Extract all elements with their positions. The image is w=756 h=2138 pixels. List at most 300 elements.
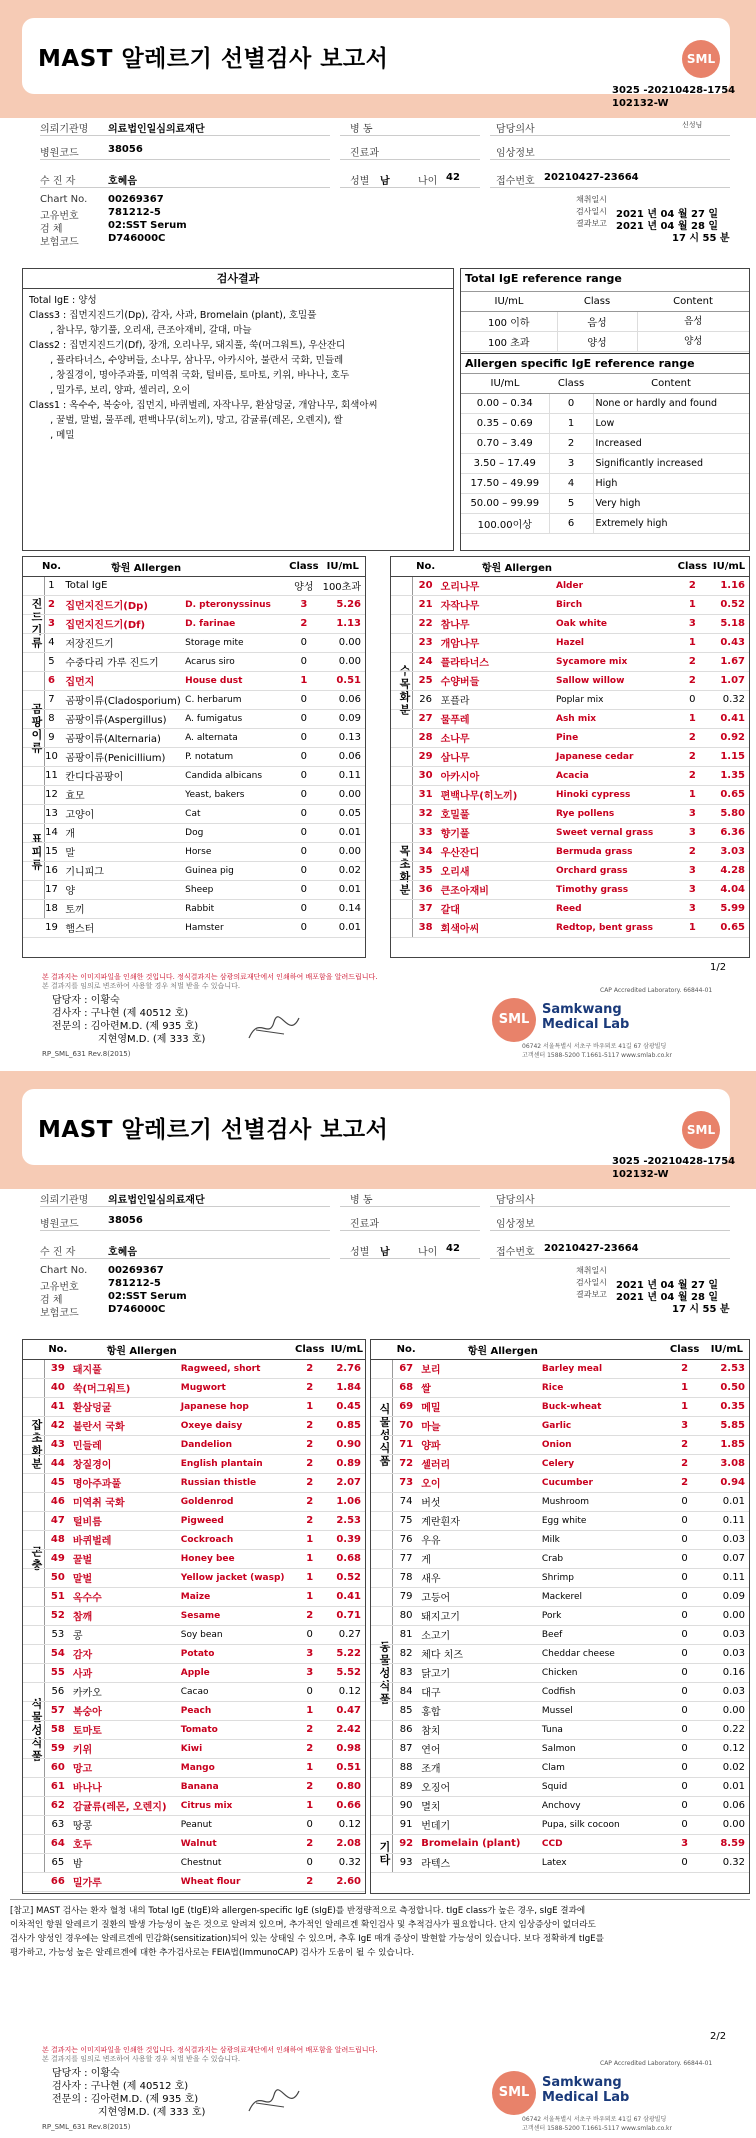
category-spacer — [371, 1720, 393, 1739]
allergen-row — [23, 1625, 365, 1644]
category-spacer — [23, 1796, 45, 1815]
form-number: RP_SML_631 Rev.8(2015) — [42, 1050, 131, 1058]
summary-line: Class1 : 옥수수, 복숭아, 집먼지, 바퀴벌레, 자작나무, 환삼덩굴, 개암나무, 회색아씨 — [29, 400, 378, 411]
report-time: 17 시 55 분 — [672, 233, 730, 244]
ref-cell: 0.00 – 0.34 — [461, 394, 549, 414]
allergen-kr: 소나무 — [439, 728, 554, 747]
s3-value: 김아련M.D. (제 935 호) — [90, 1021, 199, 1032]
allergen-kr: 오징어 — [419, 1777, 540, 1796]
sml-logo-icon-2: SML — [682, 1111, 720, 1149]
allergen-en: A. fumigatus — [183, 709, 287, 728]
category-spacer — [23, 1701, 45, 1720]
allergen-no: 86 — [393, 1720, 419, 1739]
category-spacer — [371, 1815, 393, 1834]
ref-cell: 100 이하 — [461, 312, 557, 332]
allergen-iu: 1.06 — [329, 1492, 365, 1511]
collect-label: 채취일시 — [576, 1266, 607, 1275]
allergen-en: Acarus siro — [183, 652, 287, 671]
sex-label: 성별 — [350, 176, 370, 187]
allergen-col-header: 항원 Allergen — [439, 557, 554, 576]
allergen-kr: 털비름 — [71, 1511, 179, 1530]
category-spacer — [23, 633, 40, 652]
ref-total-title: Total IgE reference range — [465, 272, 622, 285]
category-spacer — [371, 1663, 393, 1682]
ref-header-row — [461, 374, 749, 394]
allergen-kr: 망고 — [71, 1758, 179, 1777]
allergen-iu: 8.59 — [705, 1834, 749, 1853]
allergen-no: 22 — [413, 614, 439, 633]
allergen-row — [23, 709, 365, 728]
allergen-iu: 0.00 — [321, 652, 365, 671]
form-number: RP_SML_631 Rev.8(2015) — [42, 2123, 131, 2131]
category-spacer — [23, 690, 40, 709]
category-spacer — [23, 1473, 45, 1492]
allergen-iu: 0.52 — [709, 595, 749, 614]
category-spacer — [23, 728, 40, 747]
allergen-no: 60 — [45, 1758, 71, 1777]
footer-2 — [0, 2043, 756, 2133]
allergen-no: 47 — [45, 1511, 71, 1530]
allergen-iu: 5.22 — [329, 1644, 365, 1663]
allergen-iu: 0.65 — [709, 918, 749, 937]
allergen-kr: 카카오 — [71, 1682, 179, 1701]
allergen-cls: 2 — [291, 1777, 329, 1796]
allergen-row — [391, 576, 749, 595]
allergen-iu: 0.66 — [329, 1796, 365, 1815]
category-spacer — [371, 1530, 393, 1549]
allergen-col-header: 항원 Allergen — [419, 1340, 540, 1359]
allergen-cls: 0 — [665, 1587, 705, 1606]
ref-cell: 2 — [549, 434, 593, 454]
allergen-row — [391, 709, 749, 728]
allergen-cls: 0 — [287, 728, 320, 747]
signature-icon — [244, 2083, 304, 2119]
allergen-kr: 양 — [63, 880, 183, 899]
category-spacer — [391, 785, 413, 804]
report-page-1 — [0, 0, 756, 1067]
allergen-en: D. pteronyssinus — [183, 595, 287, 614]
allergen-en: Cucumber — [540, 1473, 665, 1492]
report-date: 2021 년 04 월 28 일 — [616, 221, 719, 232]
allergen-en: Russian thistle — [179, 1473, 291, 1492]
allergen-en: Walnut — [179, 1834, 291, 1853]
s4-value: 지현영M.D. (제 333 호) — [98, 1034, 206, 1045]
allergen-cls: 0 — [287, 747, 320, 766]
allergen-iu: 4.04 — [709, 880, 749, 899]
allergen-kr: 명아주과풀 — [71, 1473, 179, 1492]
allergen-cls: 3 — [291, 1663, 329, 1682]
patient-label: 수 진 자 — [40, 176, 76, 187]
clinical-label: 임상정보 — [496, 1219, 535, 1230]
allergen-cls: 0 — [665, 1739, 705, 1758]
ref-cell: 6 — [549, 514, 593, 534]
allergen-iu: 0.47 — [329, 1701, 365, 1720]
allergen-kr: 닭고기 — [419, 1663, 540, 1682]
allergen-cls: 0 — [665, 1644, 705, 1663]
allergen-row — [23, 747, 365, 766]
allergen-en: Horse — [183, 842, 287, 861]
allergen-row — [23, 1606, 365, 1625]
allergen-no: 46 — [45, 1492, 71, 1511]
allergen-kr: 게 — [419, 1549, 540, 1568]
allergen-kr: 효모 — [63, 785, 183, 804]
allergen-cls: 0 — [287, 823, 320, 842]
allergen-iu: 0.06 — [321, 690, 365, 709]
allergen-kr: 셀러리 — [419, 1454, 540, 1473]
allergen-row — [23, 1530, 365, 1549]
allergen-iu: 0.32 — [329, 1853, 365, 1872]
allergen-en: Hinoki cypress — [554, 785, 676, 804]
allergen-cls: 2 — [291, 1511, 329, 1530]
allergen-en: Sallow willow — [554, 671, 676, 690]
allergen-kr: 땅콩 — [71, 1815, 179, 1834]
allergen-no: 1 — [40, 576, 64, 595]
allergen-row — [371, 1587, 749, 1606]
allergen-kr: 불란서 국화 — [71, 1416, 179, 1435]
allergen-no: 52 — [45, 1606, 71, 1625]
category-spacer — [391, 899, 413, 918]
org-label: 의뢰기관명 — [40, 1195, 89, 1206]
allergen-iu: 3.03 — [709, 842, 749, 861]
allergen-kr: 새우 — [419, 1568, 540, 1587]
allergen-iu: 3.08 — [705, 1454, 749, 1473]
allergen-en: Cat — [183, 804, 287, 823]
hosp-code-label: 병원코드 — [40, 1219, 79, 1230]
allergen-en: Pork — [540, 1606, 665, 1625]
test-date: 2021 년 04 월 27 일 — [616, 1280, 719, 1291]
category-spacer — [391, 918, 413, 937]
allergen-cls: 1 — [676, 785, 709, 804]
s1-value: 이황숙 — [90, 2068, 120, 2079]
allergen-cls: 3 — [665, 1416, 705, 1435]
patient-value: 호혜음 — [108, 176, 137, 187]
allergen-cls: 0 — [287, 766, 320, 785]
allergen-iu: 1.84 — [329, 1378, 365, 1397]
allergen-en: Beef — [540, 1625, 665, 1644]
ref-cell: 5 — [549, 494, 593, 514]
allergen-row — [371, 1777, 749, 1796]
allergen-row — [23, 785, 365, 804]
allergen-en: Birch — [554, 595, 676, 614]
summary-line: Class3 : 집먼지진드기(Dp), 감자, 사과, Bromelain (plant), 호밀풀 — [29, 310, 317, 321]
allergen-cls: 2 — [665, 1473, 705, 1492]
allergen-iu: 1.67 — [709, 652, 749, 671]
doc-number-2-line1: 3025 -20210428-1754 — [612, 1156, 736, 1167]
hosp-code-value: 38056 — [108, 144, 143, 155]
allergen-en: Guinea pig — [183, 861, 287, 880]
allergen-iu: 0.12 — [705, 1739, 749, 1758]
allergen-row — [391, 861, 749, 880]
allergen-no: 25 — [413, 671, 439, 690]
allergen-no: 17 — [40, 880, 64, 899]
allergen-kr: Total IgE — [63, 576, 183, 595]
allergen-iu: 0.11 — [705, 1511, 749, 1530]
allergen-iu: 0.01 — [321, 918, 365, 937]
receipt-value: 20210427-23664 — [544, 1243, 639, 1254]
allergen-col-header: Class — [665, 1340, 705, 1359]
chart-value: 00269367 — [108, 194, 164, 205]
allergen-row — [23, 1454, 365, 1473]
allergen-iu: 0.90 — [329, 1435, 365, 1454]
specimen-label: 검 체 — [40, 1295, 63, 1306]
allergen-no: 32 — [413, 804, 439, 823]
category-spacer — [391, 842, 413, 861]
allergen-row — [391, 728, 749, 747]
category-spacer — [371, 1777, 393, 1796]
allergen-iu: 0.00 — [705, 1606, 749, 1625]
allergen-kr: 갈대 — [439, 899, 554, 918]
allergen-cls: 0 — [665, 1701, 705, 1720]
allergen-en: Mango — [179, 1758, 291, 1777]
allergen-row — [391, 785, 749, 804]
allergen-cls: 0 — [665, 1777, 705, 1796]
p1-right-table — [391, 557, 749, 938]
category-spacer — [391, 747, 413, 766]
allergen-no: 53 — [45, 1625, 71, 1644]
allergen-en: Alder — [554, 576, 676, 595]
allergen-kr: 햄스터 — [63, 918, 183, 937]
allergen-cls: 2 — [291, 1492, 329, 1511]
allergen-cls: 0 — [665, 1758, 705, 1777]
address-2: 고객센터 1588-5200 T.1661-5117 www.smlab.co.kr — [522, 1052, 672, 1059]
allergen-en: Latex — [540, 1853, 665, 1872]
ref-col-header: IU/mL — [461, 374, 549, 394]
category-spacer — [371, 1644, 393, 1663]
category-spacer — [23, 1663, 45, 1682]
allergen-no: 87 — [393, 1739, 419, 1758]
allergen-row — [23, 899, 365, 918]
allergen-en: House dust — [183, 671, 287, 690]
note-line-2: 이차적인 항원 알레르기 질환의 발생 가능성이 높은 것으로 알려져 있으며, 추가적인 알레르겐 확인검사 및 추적검사가 필요합니다. 단지 임상증상이 없더라도 — [10, 1920, 596, 1930]
allergen-header-row — [371, 1340, 749, 1359]
allergen-en: Timothy grass — [554, 880, 676, 899]
allergen-row — [391, 918, 749, 937]
allergen-iu: 100초과 — [321, 576, 365, 595]
allergen-kr: 개암나무 — [439, 633, 554, 652]
category-spacer — [371, 1511, 393, 1530]
sex-value: 남 — [380, 1247, 390, 1258]
allergen-iu: 0.11 — [321, 766, 365, 785]
allergen-no: 14 — [40, 823, 64, 842]
allergen-no: 77 — [393, 1549, 419, 1568]
page-number-2: 2/2 — [710, 2031, 727, 2042]
ward-label: 병 동 — [350, 1195, 373, 1206]
allergen-row — [391, 766, 749, 785]
allergen-no: 55 — [45, 1663, 71, 1682]
category-spacer — [391, 880, 413, 899]
allergen-en: Buck-wheat — [540, 1397, 665, 1416]
allergen-kr: 우유 — [419, 1530, 540, 1549]
lab-name-2: Medical Lab — [542, 1017, 630, 1032]
ref-cell: 50.00 – 99.99 — [461, 494, 549, 514]
allergen-kr: 소고기 — [419, 1625, 540, 1644]
allergen-cls: 0 — [665, 1663, 705, 1682]
category-spacer — [391, 861, 413, 880]
allergen-iu: 0.92 — [709, 728, 749, 747]
allergen-no: 83 — [393, 1663, 419, 1682]
allergen-iu: 0.94 — [705, 1473, 749, 1492]
category-spacer — [371, 1359, 393, 1378]
allergen-no: 71 — [393, 1435, 419, 1454]
signatures — [52, 2067, 205, 2119]
ref-cell: 음성 — [637, 312, 749, 332]
ref-row — [461, 474, 749, 494]
allergen-iu: 1.35 — [709, 766, 749, 785]
s2-value: 구나현 (제 40512 호) — [90, 1008, 189, 1019]
allergen-iu: 1.15 — [709, 747, 749, 766]
allergen-header-row — [391, 557, 749, 576]
category-spacer — [23, 1378, 45, 1397]
allergen-no: 93 — [393, 1853, 419, 1872]
category-spacer — [23, 1834, 45, 1853]
allergen-iu: 0.00 — [321, 785, 365, 804]
category-label: 표피류 — [23, 786, 45, 919]
allergen-row — [371, 1568, 749, 1587]
allergen-no: 28 — [413, 728, 439, 747]
allergen-row — [23, 1511, 365, 1530]
allergen-no: 78 — [393, 1568, 419, 1587]
allergen-no: 62 — [45, 1796, 71, 1815]
allergen-kr: 말 — [63, 842, 183, 861]
allergen-iu: 0.03 — [705, 1644, 749, 1663]
allergen-cls: 2 — [291, 1834, 329, 1853]
allergen-no: 36 — [413, 880, 439, 899]
allergen-kr: 집먼지진드기(Dp) — [63, 595, 183, 614]
category-spacer — [391, 614, 413, 633]
ref-cell: 음성 — [557, 312, 637, 332]
allergen-en: Wheat flour — [179, 1872, 291, 1891]
allergen-no: 29 — [413, 747, 439, 766]
allergen-row — [371, 1378, 749, 1397]
allergen-cls: 1 — [287, 671, 320, 690]
allergen-iu: 5.99 — [709, 899, 749, 918]
allergen-row — [23, 1796, 365, 1815]
allergen-row — [23, 1473, 365, 1492]
lab-name-1: Samkwang — [542, 2075, 622, 2090]
category-spacer — [23, 880, 40, 899]
ref-row — [461, 414, 749, 434]
category-label: 수목화분 — [391, 577, 413, 805]
allergen-row — [371, 1682, 749, 1701]
allergen-en: Milk — [540, 1530, 665, 1549]
category-spacer — [23, 1454, 45, 1473]
reg-label: 고유번호 — [40, 1282, 79, 1293]
allergen-cls: 0 — [287, 709, 320, 728]
allergen-kr: 체다 치즈 — [419, 1644, 540, 1663]
reg-value: 781212-5 — [108, 207, 161, 218]
allergen-cls: 3 — [676, 899, 709, 918]
allergen-iu: 0.98 — [329, 1739, 365, 1758]
summary-line: , 참나무, 향기풀, 오리새, 큰조아재비, 갈대, 마늘 — [29, 325, 252, 336]
allergen-row — [23, 1777, 365, 1796]
allergen-no: 12 — [40, 785, 64, 804]
allergen-no: 4 — [40, 633, 64, 652]
report-label: 결과보고 — [576, 219, 607, 228]
allergen-row — [23, 595, 365, 614]
allergen-iu: 0.02 — [321, 861, 365, 880]
allergen-col-header: 항원 Allergen — [71, 1340, 179, 1359]
allergen-cls: 0 — [287, 899, 320, 918]
summary-header: 검사결과 — [23, 269, 453, 289]
allergen-en: CCD — [540, 1834, 665, 1853]
category-label: 잡초화분 — [23, 1360, 45, 1531]
allergen-en: Japanese cedar — [554, 747, 676, 766]
category-spacer — [391, 690, 413, 709]
allergen-row — [391, 842, 749, 861]
allergen-no: 82 — [393, 1644, 419, 1663]
footer-note: 본 결과지는 이미지파일을 인쇄한 것입니다. 정식결과지는 삼광의료재단에서 인쇄하여 배포함을 알려드립니다. — [42, 2046, 378, 2054]
ref-cell: None or hardly and found — [593, 394, 749, 414]
category-label: 진드기류 — [23, 577, 45, 672]
allergen-kr: 개 — [63, 823, 183, 842]
allergen-col-header — [391, 557, 413, 576]
reg-value: 781212-5 — [108, 1278, 161, 1289]
accreditation: CAP Accredited Laboratory. 66844-01 — [600, 987, 713, 994]
allergen-iu: 0.11 — [705, 1568, 749, 1587]
allergen-kr: 멸치 — [419, 1796, 540, 1815]
patient-info-2 — [40, 1189, 740, 1339]
category-spacer — [23, 709, 40, 728]
allergen-cls: 0 — [291, 1682, 329, 1701]
allergen-cls: 2 — [291, 1473, 329, 1492]
allergen-col-header: Class — [287, 557, 320, 576]
allergen-no: 90 — [393, 1796, 419, 1815]
s1-value: 이황숙 — [90, 995, 120, 1006]
allergen-en: Cockroach — [179, 1530, 291, 1549]
lab-name-2: Medical Lab — [542, 2090, 630, 2105]
allergen-cls: 1 — [291, 1549, 329, 1568]
ward-label: 병 동 — [350, 124, 373, 135]
allergen-no: 57 — [45, 1701, 71, 1720]
allergen-kr: 아카시아 — [439, 766, 554, 785]
insurance-value: D746000C — [108, 1304, 166, 1315]
allergen-col-header: Class — [291, 1340, 329, 1359]
ref-row — [461, 394, 749, 414]
test-label: 검사일시 — [576, 207, 607, 216]
address — [522, 1042, 672, 1060]
allergen-kr: 기니피그 — [63, 861, 183, 880]
allergen-no: 6 — [40, 671, 64, 690]
allergen-iu: 0.01 — [705, 1777, 749, 1796]
allergen-iu: 5.26 — [321, 595, 365, 614]
age-label: 나이 — [418, 1247, 438, 1258]
category-spacer — [23, 595, 40, 614]
category-spacer — [391, 576, 413, 595]
allergen-en: Barley meal — [540, 1359, 665, 1378]
allergen-cls: 3 — [676, 614, 709, 633]
allergen-en: Banana — [179, 1777, 291, 1796]
report-title: MAST 알레르기 선별검사 보고서 — [38, 46, 389, 72]
allergen-row — [23, 1834, 365, 1853]
allergen-kr: 집먼지진드기(Df) — [63, 614, 183, 633]
allergen-cls: 1 — [665, 1397, 705, 1416]
allergen-no: 85 — [393, 1701, 419, 1720]
doctor-label: 담당의사 — [496, 1195, 535, 1206]
allergen-cls: 3 — [291, 1644, 329, 1663]
allergen-en: English plantain — [179, 1454, 291, 1473]
category-spacer — [23, 652, 40, 671]
allergen-cls: 0 — [287, 690, 320, 709]
allergen-no: 70 — [393, 1416, 419, 1435]
allergen-iu: 0.41 — [709, 709, 749, 728]
address — [522, 2115, 672, 2133]
footer-note: 본 결과지는 이미지파일을 인쇄한 것입니다. 정식결과지는 삼광의료재단에서 인쇄하여 배포함을 알려드립니다. — [42, 973, 378, 981]
summary-lines — [23, 289, 453, 447]
allergen-iu: 0.01 — [321, 823, 365, 842]
allergen-kr: 바나나 — [71, 1777, 179, 1796]
ref-cell: Significantly increased — [593, 454, 749, 474]
allergen-row — [371, 1454, 749, 1473]
